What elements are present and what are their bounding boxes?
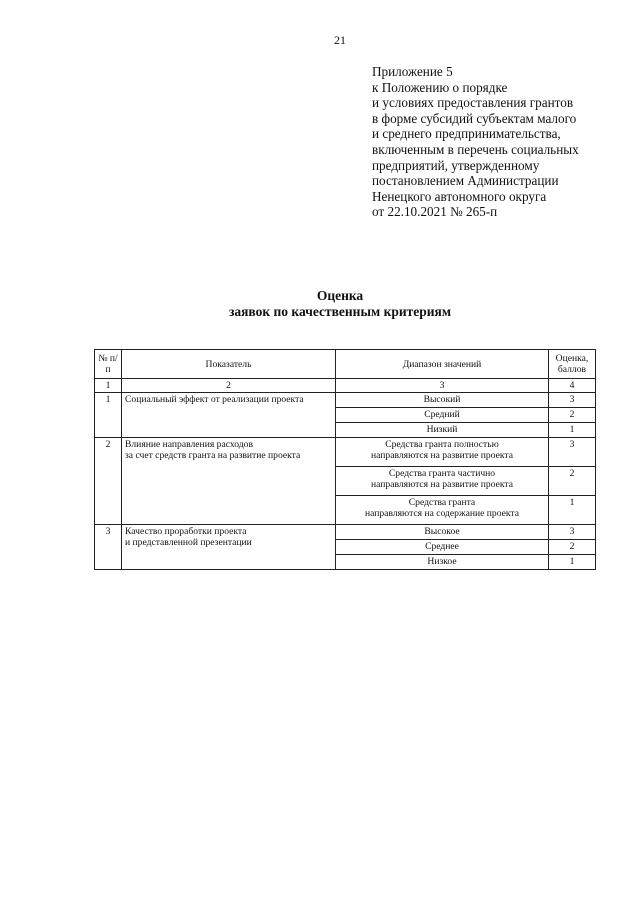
index-cell: 2 xyxy=(122,379,336,393)
range-line: направляются на содержание проекта xyxy=(364,508,519,519)
row-score: 2 xyxy=(549,467,596,496)
title-line-1: Оценка xyxy=(316,288,364,303)
appendix-line: предприятий, утвержденному xyxy=(372,157,540,173)
row-number: 3 xyxy=(95,525,122,570)
row-score: 3 xyxy=(549,525,596,540)
row-score: 1 xyxy=(549,423,596,438)
row-range: Среднее xyxy=(336,540,549,555)
range-line: Средства гранта xyxy=(408,497,476,508)
row-score: 2 xyxy=(549,408,596,423)
row-range: Средний xyxy=(336,408,549,423)
table-row xyxy=(95,438,596,467)
range-line: направляются на развитие проекта xyxy=(371,479,513,490)
range-line: направляются на развитие проекта xyxy=(371,450,513,461)
index-cell: 1 xyxy=(95,379,122,393)
header-range: Диапазон значений xyxy=(336,350,549,379)
table-index-row xyxy=(95,379,596,393)
appendix-line: и условиях предоставления грантов xyxy=(372,95,574,111)
indicator-line: Влияние направления расходов xyxy=(125,439,253,450)
row-range xyxy=(336,496,549,525)
row-range xyxy=(336,438,549,467)
row-range: Высокое xyxy=(336,525,549,540)
row-indicator xyxy=(122,438,336,525)
appendix-line: от 22.10.2021 № 265-п xyxy=(372,204,498,220)
row-indicator xyxy=(122,525,336,570)
header-indicator: Показатель xyxy=(122,350,336,379)
row-range: Низкий xyxy=(336,423,549,438)
row-score: 3 xyxy=(549,393,596,408)
row-score: 2 xyxy=(549,540,596,555)
appendix-line: включенным в перечень социальных xyxy=(372,141,579,157)
appendix-line: и среднего предпринимательства, xyxy=(372,126,561,142)
index-cell: 4 xyxy=(549,379,596,393)
indicator-line: за счет средств гранта на развитие проекта xyxy=(125,450,301,461)
row-range: Высокий xyxy=(336,393,549,408)
table-header-row xyxy=(95,350,596,379)
document-title xyxy=(0,288,640,320)
row-range: Низкое xyxy=(336,555,549,570)
index-cell: 3 xyxy=(336,379,549,393)
page-number: 21 xyxy=(334,33,346,47)
row-range xyxy=(336,467,549,496)
appendix-line: Приложение 5 xyxy=(372,64,453,79)
title-line-2: заявок по качественным критериям xyxy=(228,304,452,319)
range-line: Средства гранта полностью xyxy=(385,439,499,450)
header-score: Оценка, баллов xyxy=(549,350,596,379)
row-score: 1 xyxy=(549,555,596,570)
appendix-line: к Положению о порядке xyxy=(372,79,508,95)
appendix-line: постановлением Администрации xyxy=(372,173,559,189)
criteria-table xyxy=(94,349,596,570)
indicator-line: Качество проработки проекта xyxy=(125,526,247,537)
indicator-line: и представленной презентации xyxy=(125,537,252,548)
row-score: 1 xyxy=(549,496,596,525)
row-score: 3 xyxy=(549,438,596,467)
row-number: 2 xyxy=(95,438,122,525)
row-indicator: Социальный эффект от реализации проекта xyxy=(122,393,336,438)
appendix-line: Ненецкого автономного округа xyxy=(372,188,547,204)
header-num: № п/п xyxy=(95,350,122,379)
table-row xyxy=(95,525,596,540)
range-line: Средства гранта частично xyxy=(388,468,496,479)
appendix-line: в форме субсидий субъектам малого xyxy=(372,110,577,126)
row-number: 1 xyxy=(95,393,122,438)
table-row xyxy=(95,393,596,408)
appendix-note xyxy=(372,64,622,220)
